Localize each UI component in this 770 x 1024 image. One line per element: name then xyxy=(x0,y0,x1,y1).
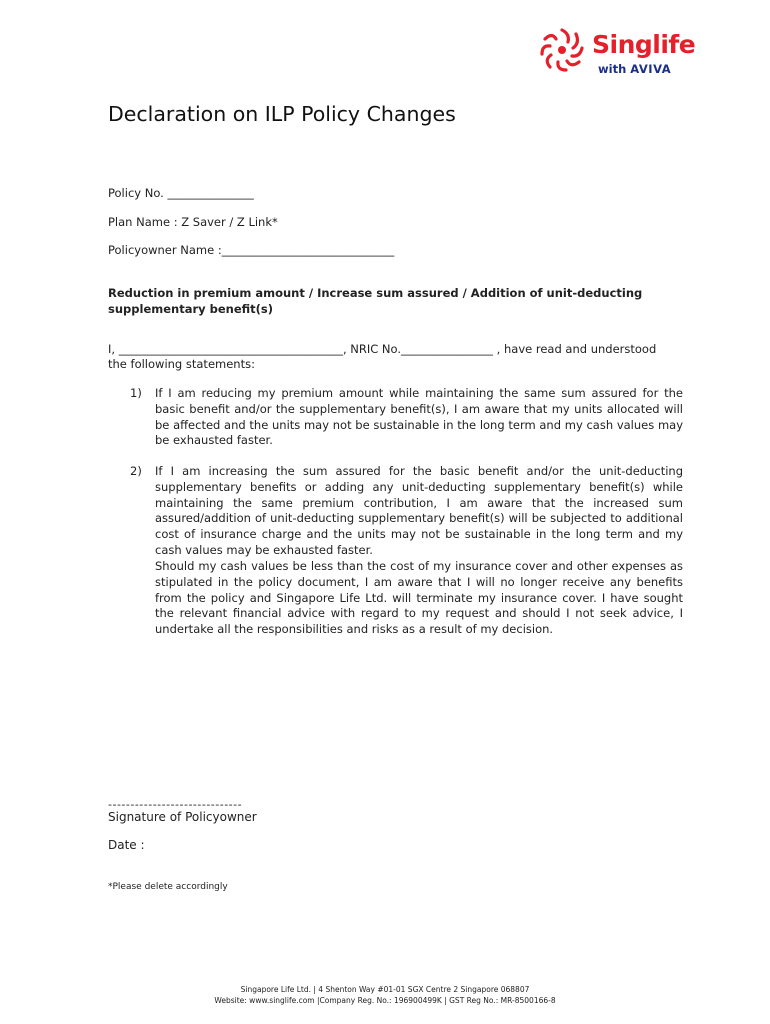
singlife-logo xyxy=(536,24,696,80)
brand-partner: AVIVA xyxy=(630,62,672,76)
statement-text-continued: Should my cash values be less than the cost of my insurance cover and other expenses as stipulated in the policy document, I am aware that I will no longer receive any benefits from the policy and Singapore Life Ltd. will terminate my insurance cover. I have sought the relevant financial advice with regard to my request and should I not seek advice, I undertake all the responsibilities and risks as a result of my decision. xyxy=(155,559,683,637)
policyowner-name-field: Policyowner Name :______________________________ xyxy=(108,243,395,257)
document-title: Declaration on ILP Policy Changes xyxy=(108,102,456,126)
brand-tagline xyxy=(598,62,671,76)
singlife-sunburst-icon xyxy=(536,24,588,76)
brand-with-text: with xyxy=(598,62,627,76)
statement-text: If I am reducing my premium amount while maintaining the same sum assured for the basic benefit and/or the supplementary benefit(s), I am aware that my units allocated will be affected and the units may not be sustainable in the long term and my cash values may be exhausted faster. xyxy=(155,386,683,448)
brand-name: Singlife xyxy=(592,30,696,59)
plan-name-field: Plan Name : Z Saver / Z Link* xyxy=(108,215,278,229)
statement-number: 1) xyxy=(130,386,142,400)
statement-text: If I am increasing the sum assured for the basic benefit and/or the unit-deducting supplementary benefits or adding any unit-deducting supplementary benefit(s) while maintaining the same premium contribution, I am aware that the increased sum assured/addition of unit-deducting supplementary benefit(s) will be subjected to additional cost of insurance charge and the units may not be sustainable in the long term and my cash values may be exhausted faster. xyxy=(155,464,683,557)
signature-label: Signature of Policyowner xyxy=(108,810,257,824)
policy-number-field: Policy No. _______________ xyxy=(108,186,254,200)
section-heading: Reduction in premium amount / Increase sum assured / Addition of unit-deducting supplementary benefit(s) xyxy=(108,286,643,316)
page-footer xyxy=(0,984,770,1006)
footer-address: Singapore Life Ltd. | 4 Shenton Way #01-01 SGX Centre 2 Singapore 068807 xyxy=(240,985,530,994)
declaration-statement: I, _______________________________________, NRIC No.________________ , have read and understood the following statements: xyxy=(108,342,657,371)
footnote: *Please delete accordingly xyxy=(108,882,228,892)
statement-number: 2) xyxy=(130,464,142,478)
signature-line: ------------------------------ xyxy=(108,798,243,811)
footer-registration: Website: www.singlife.com |Company Reg. No.: 196900499K | GST Reg No.: MR-8500166-8 xyxy=(214,996,556,1005)
date-label: Date : xyxy=(108,838,145,852)
